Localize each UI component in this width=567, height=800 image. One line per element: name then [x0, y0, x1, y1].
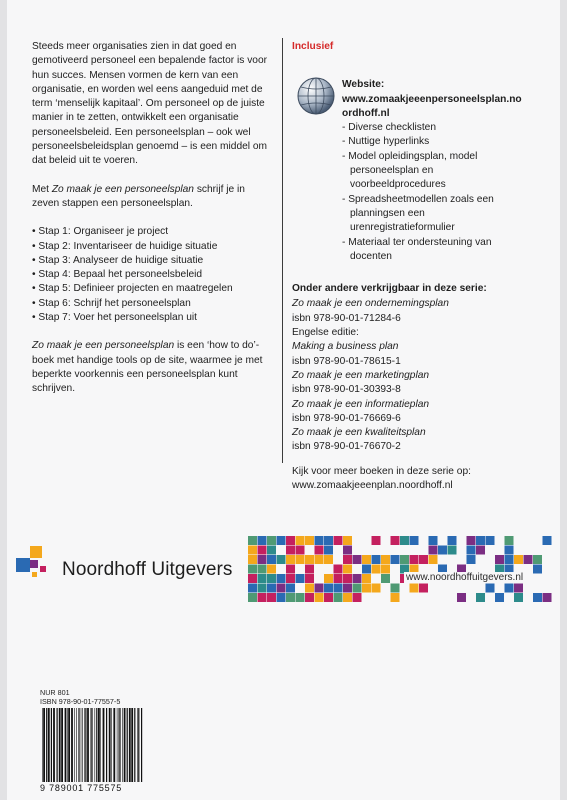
- mosaic-tile: [343, 584, 352, 593]
- mosaic-tile: [391, 536, 400, 545]
- mosaic-tile: [362, 574, 371, 583]
- book-title-inline-2: Zo maak je een personeelsplan: [32, 340, 175, 352]
- barcode-bar: [98, 708, 100, 782]
- summary-paragraph: [32, 339, 268, 396]
- mosaic-tile: [286, 584, 295, 593]
- mosaic-tile: [505, 555, 514, 564]
- barcode-bar: [67, 708, 68, 782]
- barcode-bar: [137, 708, 138, 782]
- mosaic-tile: [267, 565, 276, 574]
- mosaic-tile: [410, 536, 419, 545]
- brand-mosaic: [248, 536, 558, 604]
- series-item: Zo maak je een ondernemingsplan: [292, 298, 449, 310]
- mosaic-tile: [277, 555, 286, 564]
- barcode-bar: [131, 708, 133, 782]
- mosaic-tile: [372, 584, 381, 593]
- mosaic-tile: [410, 555, 419, 564]
- series-item: Zo maak je een informatieplan: [292, 398, 430, 410]
- globe-icon: [296, 76, 336, 116]
- mosaic-tile: [514, 593, 523, 602]
- mosaic-tile: [305, 565, 314, 574]
- mosaic-tile: [305, 555, 314, 564]
- noordhoff-logo-icon: [16, 546, 50, 580]
- mosaic-tile: [343, 574, 352, 583]
- column-divider: [282, 38, 283, 463]
- mosaic-tile: [372, 536, 381, 545]
- mosaic-tile: [324, 546, 333, 555]
- mosaic-tile: [543, 536, 552, 545]
- mosaic-tile: [248, 593, 257, 602]
- barcode-bar: [122, 708, 123, 782]
- more-books-text: Kijk voor meer boeken in deze serie op:: [292, 465, 471, 477]
- mosaic-tile: [400, 555, 409, 564]
- barcode-bar: [68, 708, 70, 782]
- mosaic-tile: [315, 536, 324, 545]
- mosaic-tile: [353, 584, 362, 593]
- series-heading: Onder andere verkrijgbaar in deze serie:: [292, 283, 487, 295]
- mosaic-tile: [486, 536, 495, 545]
- feature-list: [342, 121, 527, 264]
- mosaic-tile: [476, 546, 485, 555]
- mosaic-tile: [381, 565, 390, 574]
- mosaic-tile: [286, 565, 295, 574]
- barcode-bar: [92, 708, 93, 782]
- mosaic-tile: [381, 574, 390, 583]
- mosaic-tile: [514, 555, 523, 564]
- series-item: isbn 978-90-01-76670-2: [292, 441, 401, 453]
- barcode-bar: [134, 708, 135, 782]
- mosaic-tile: [467, 555, 476, 564]
- mosaic-tile: [258, 593, 267, 602]
- step-item: • Stap 5: Definieer projecten en maatregelen: [32, 283, 233, 295]
- barcode-bar: [78, 708, 79, 782]
- mosaic-tile: [533, 593, 542, 602]
- barcode-bar: [119, 708, 120, 782]
- mosaic-tile: [296, 593, 305, 602]
- mosaic-tile: [286, 536, 295, 545]
- publisher-url[interactable]: www.noordhoffuitgevers.nl: [406, 572, 524, 583]
- barcode-bar: [42, 708, 43, 782]
- mosaic-tile: [296, 574, 305, 583]
- mosaic-tile: [419, 555, 428, 564]
- mosaic-tile: [381, 555, 390, 564]
- mosaic-tile: [258, 536, 267, 545]
- mosaic-tile: [467, 536, 476, 545]
- barcode-block: [40, 688, 146, 793]
- more-books-url[interactable]: www.zomaakjeeenplan.noordhoff.nl: [292, 480, 453, 492]
- method-paragraph: [32, 183, 268, 212]
- mosaic-tile: [315, 584, 324, 593]
- mosaic-tile: [324, 574, 333, 583]
- mosaic-tile: [248, 584, 257, 593]
- mosaic-tile: [429, 546, 438, 555]
- feature-item: - Nuttige hyperlinks: [342, 136, 430, 148]
- mosaic-tile: [334, 584, 343, 593]
- feature-item: - Model opleidingsplan, model personeelsplan en voorbeeldprocedures: [342, 150, 478, 191]
- series-item: isbn 978-90-01-71284-6: [292, 312, 401, 324]
- mosaic-tile: [248, 565, 257, 574]
- mosaic-tile: [334, 574, 343, 583]
- mosaic-tile: [343, 536, 352, 545]
- mosaic-tile: [343, 555, 352, 564]
- step-item: • Stap 6: Schrijf het personeelsplan: [32, 297, 191, 309]
- publisher-name: Noordhoff Uitgevers: [62, 559, 233, 580]
- barcode-bar: [127, 708, 128, 782]
- mosaic-tile: [495, 593, 504, 602]
- feature-item: - Materiaal ter ondersteuning van docenten: [342, 236, 492, 262]
- mosaic-tile: [362, 555, 371, 564]
- extras-column: [292, 40, 527, 493]
- barcode-bar: [51, 708, 52, 782]
- book-title-inline: Zo maak je een personeelsplan: [51, 183, 194, 195]
- step-item: • Stap 4: Bepaal het personeelsbeleid: [32, 269, 203, 281]
- barcode-bar: [113, 708, 115, 782]
- mosaic-tile: [429, 555, 438, 564]
- barcode-bar: [85, 708, 86, 782]
- isbn-code: ISBN 978-90-01-77557-5: [40, 697, 121, 706]
- website-block: [292, 78, 527, 264]
- mosaic-tile: [258, 565, 267, 574]
- mosaic-tile: [267, 555, 276, 564]
- barcode-bar: [81, 708, 82, 782]
- mosaic-tile: [258, 546, 267, 555]
- barcode-bar: [124, 708, 126, 782]
- mosaic-tile: [267, 584, 276, 593]
- mosaic-tile: [315, 593, 324, 602]
- mosaic-tile: [248, 546, 257, 555]
- mosaic-tile: [514, 584, 523, 593]
- mosaic-tile: [286, 555, 295, 564]
- barcode-digits: 9 789001 775575: [40, 783, 123, 793]
- mosaic-tile: [315, 546, 324, 555]
- mosaic-tile: [277, 593, 286, 602]
- mosaic-tile: [277, 574, 286, 583]
- barcode-bar: [100, 708, 101, 782]
- intro-paragraph: Steeds meer organisaties zien in dat goed en gemotiveerd personeel een bepalende factor is voor hun succes. Mensen vormen de kern van een organisatie, en worden wel eens aangeduid met de term ‘menselijk kapitaal’. Om personeel op de juiste manier in te zetten, ontwikkelt een organisatie personeelsbeleid. Een personeelsplan – ook wel personeelsbeleidsplan genoemd – is een middel om dat beleid uit te voeren.: [32, 41, 268, 167]
- barcode-bar: [117, 708, 118, 782]
- mosaic-tile: [476, 593, 485, 602]
- mosaic-tile: [533, 555, 542, 564]
- step-item: • Stap 1: Organiseer je project: [32, 226, 169, 238]
- mosaic-tile: [267, 593, 276, 602]
- mosaic-tile: [486, 584, 495, 593]
- barcode-bar: [120, 708, 121, 782]
- mosaic-tile: [305, 593, 314, 602]
- mosaic-tile: [334, 536, 343, 545]
- mosaic-tile: [476, 536, 485, 545]
- mosaic-tile: [495, 555, 504, 564]
- barcode-bar: [84, 708, 85, 782]
- mosaic-tile: [505, 546, 514, 555]
- feature-item: - Diverse checklisten: [342, 122, 436, 134]
- mosaic-tile: [258, 584, 267, 593]
- mosaic-tile: [438, 546, 447, 555]
- website-label: Website:: [342, 79, 385, 91]
- mosaic-tile: [524, 555, 533, 564]
- mosaic-tile: [296, 555, 305, 564]
- method-text-start: Met: [32, 183, 52, 195]
- barcode-bar: [129, 708, 131, 782]
- barcode-bar: [106, 708, 107, 782]
- barcode-bar: [57, 708, 58, 782]
- barcode-bar: [109, 708, 111, 782]
- mosaic-tile: [334, 593, 343, 602]
- barcode-bar: [82, 708, 83, 782]
- barcode-bar: [71, 708, 73, 782]
- summary-text: is een ‘how to do’-boek met handige tools op de site, waarmee je met beperkte voorkennis een personeelsplan kunt schrijven.: [32, 340, 263, 395]
- mosaic-tile: [324, 584, 333, 593]
- mosaic-tile: [448, 536, 457, 545]
- barcode-bar: [141, 708, 142, 782]
- series-item: Making a business plan: [292, 341, 399, 353]
- mosaic-tile: [391, 555, 400, 564]
- mosaic-tile: [353, 593, 362, 602]
- mosaic-tile: [258, 574, 267, 583]
- mosaic-tile: [296, 546, 305, 555]
- mosaic-tile: [457, 593, 466, 602]
- mosaic-tile: [286, 593, 295, 602]
- barcode-bar: [103, 708, 105, 782]
- mosaic-tile: [372, 555, 381, 564]
- mosaic-tile: [324, 555, 333, 564]
- barcode-bar: [76, 708, 77, 782]
- barcode-bar: [65, 708, 67, 782]
- barcode-bar: [48, 708, 50, 782]
- mosaic-tile: [286, 546, 295, 555]
- barcode-bar: [46, 708, 47, 782]
- mosaic-tile: [248, 555, 257, 564]
- mosaic-tile: [315, 555, 324, 564]
- mosaic-tile: [305, 536, 314, 545]
- mosaic-tile: [248, 574, 257, 583]
- barcode-bar: [95, 708, 96, 782]
- barcode-bar: [61, 708, 63, 782]
- barcode-bar: [87, 708, 89, 782]
- mosaic-tile: [267, 574, 276, 583]
- mosaic-tile: [429, 536, 438, 545]
- mosaic-tile: [467, 546, 476, 555]
- mosaic-tile: [343, 565, 352, 574]
- mosaic-tile: [362, 565, 371, 574]
- barcode-bar: [96, 708, 97, 782]
- barcode-bar: [59, 708, 61, 782]
- mosaic-tile: [343, 546, 352, 555]
- mosaic-tile: [543, 593, 552, 602]
- mosaic-tile: [324, 536, 333, 545]
- barcode-bar: [74, 708, 75, 782]
- mosaic-tile: [267, 546, 276, 555]
- series-item: isbn 978-90-01-76669-6: [292, 412, 401, 424]
- mosaic-tile: [296, 536, 305, 545]
- steps-list: [32, 225, 268, 325]
- mosaic-tile: [353, 574, 362, 583]
- mosaic-tile: [277, 536, 286, 545]
- mosaic-tile: [400, 536, 409, 545]
- mosaic-tile: [305, 584, 314, 593]
- mosaic-tile: [505, 584, 514, 593]
- step-item: • Stap 2: Inventariseer de huidige situatie: [32, 240, 218, 252]
- mosaic-tile: [533, 565, 542, 574]
- step-item: • Stap 7: Voer het personeelsplan uit: [32, 312, 197, 324]
- mosaic-tile: [362, 584, 371, 593]
- mosaic-tile: [305, 574, 314, 583]
- mosaic-tile: [343, 593, 352, 602]
- series-item: Zo maak je een kwaliteitsplan: [292, 427, 426, 439]
- mosaic-tile: [419, 584, 428, 593]
- barcode-bar: [53, 708, 55, 782]
- inclusief-heading: Inclusief: [292, 41, 334, 52]
- barcode-bar: [43, 708, 45, 782]
- mosaic-tile: [248, 536, 257, 545]
- barcode-bar: [111, 708, 112, 782]
- mosaic-tile: [277, 584, 286, 593]
- feature-item: - Spreadsheetmodellen zoals een planningsen een urenregistratieformulier: [342, 193, 494, 234]
- nur-code: NUR 801: [40, 688, 70, 697]
- mosaic-tile: [353, 555, 362, 564]
- barcode-bar: [91, 708, 92, 782]
- barcode-icon: [40, 708, 144, 782]
- method-text-end: schrijf je in zeven stappen een personeelsplan.: [32, 183, 245, 209]
- series-item: isbn 978-90-01-30393-8: [292, 384, 401, 396]
- series-item: isbn 978-90-01-78615-1: [292, 355, 401, 367]
- mosaic-tile: [334, 565, 343, 574]
- barcode-bar: [138, 708, 139, 782]
- mosaic-tile: [286, 574, 295, 583]
- description-column: [32, 40, 268, 411]
- series-list: [292, 297, 527, 454]
- mosaic-tile: [258, 555, 267, 564]
- mosaic-tile: [372, 565, 381, 574]
- mosaic-tile: [391, 584, 400, 593]
- mosaic-tile: [448, 546, 457, 555]
- series-item: Zo maak je een marketingplan: [292, 369, 430, 381]
- step-item: • Stap 3: Analyseer de huidige situatie: [32, 254, 204, 266]
- mosaic-tile: [391, 593, 400, 602]
- series-item: Engelse editie:: [292, 327, 359, 339]
- website-url[interactable]: www.zomaakjeeenpersoneelsplan.noordhoff.nl: [342, 93, 522, 119]
- mosaic-tile: [410, 584, 419, 593]
- mosaic-tile: [324, 593, 333, 602]
- mosaic-tile: [505, 536, 514, 545]
- mosaic-tile: [267, 536, 276, 545]
